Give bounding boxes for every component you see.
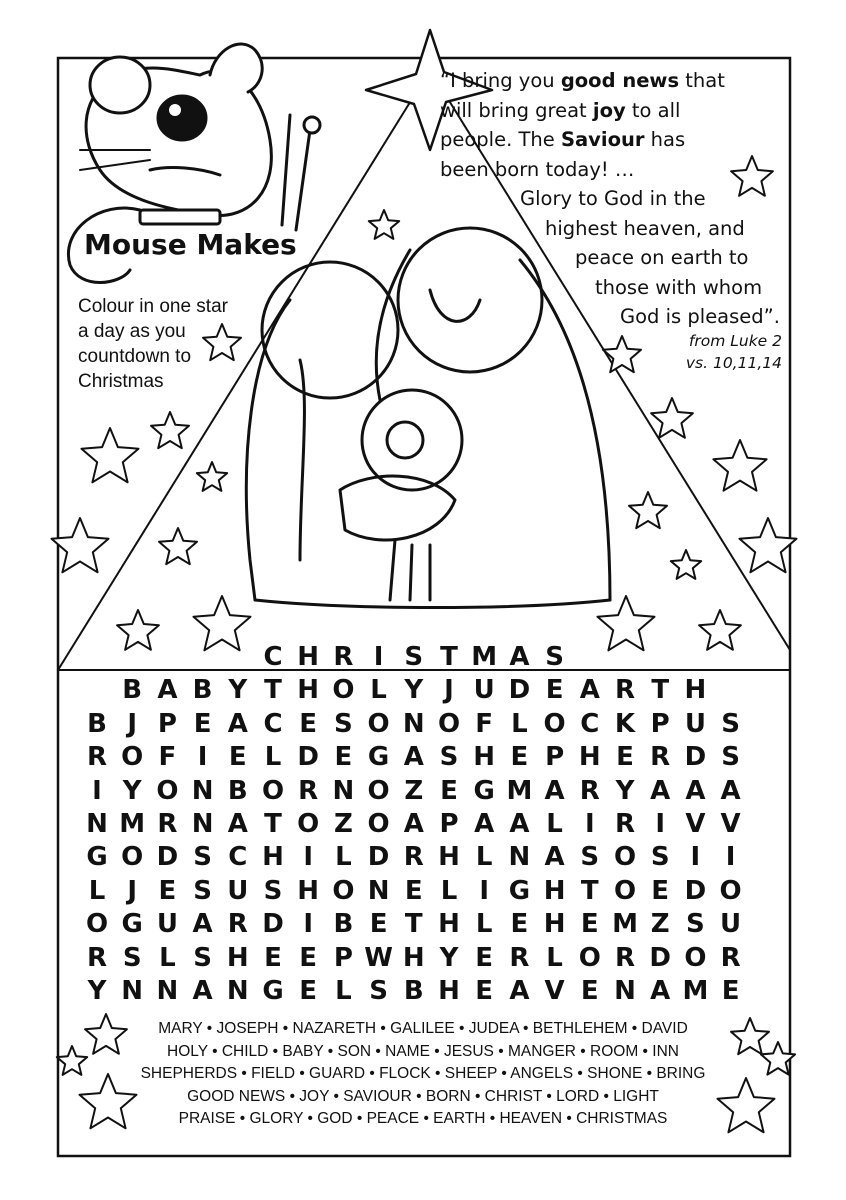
grid-letter[interactable]: E — [545, 675, 564, 706]
grid-letter[interactable]: L — [370, 675, 387, 706]
quote-text: God is pleased”. — [620, 305, 780, 328]
grid-letter[interactable]: H — [262, 842, 284, 873]
grid-letter[interactable]: R — [614, 809, 636, 839]
grid-letter[interactable]: G — [262, 976, 284, 1006]
countdown-instructions — [78, 294, 258, 394]
colour-star[interactable] — [197, 462, 227, 491]
grid-letter[interactable]: R — [650, 742, 671, 773]
grid-letter[interactable]: B — [87, 708, 107, 739]
grid-letter[interactable]: H — [684, 675, 707, 706]
grid-letter[interactable]: L — [264, 742, 282, 773]
quote-text: that — [679, 69, 725, 92]
word-list-line: HOLY • CHILD • BABY • SON • NAME • JESUS • MANGER • ROOM • INN — [167, 1042, 679, 1060]
grid-letter[interactable]: V — [720, 809, 741, 839]
quote-line — [440, 155, 780, 185]
grid-letter[interactable]: F — [158, 742, 177, 773]
grid-letter[interactable]: N — [191, 775, 214, 806]
scripture-quote — [440, 66, 780, 332]
grid-letter[interactable]: R — [614, 942, 636, 973]
grid-letter[interactable]: D — [367, 842, 390, 873]
grid-letter[interactable]: S — [122, 942, 142, 973]
grid-letter[interactable]: U — [227, 875, 249, 906]
grid-letter[interactable]: V — [685, 809, 706, 839]
quote-text: those with whom — [595, 275, 763, 299]
quote-text: peace on earth to — [575, 246, 749, 269]
grid-letter[interactable]: K — [614, 708, 636, 739]
grid-row — [0, 909, 846, 939]
grid-row — [0, 876, 846, 906]
grid-letter[interactable]: A — [403, 809, 424, 839]
colour-star[interactable] — [82, 428, 139, 482]
colour-star[interactable] — [369, 210, 399, 239]
grid-letter[interactable]: I — [197, 742, 208, 773]
grid-letter[interactable]: E — [299, 976, 318, 1006]
grid-letter[interactable]: H — [402, 942, 425, 973]
grid-letter[interactable]: S — [404, 642, 424, 672]
colour-star[interactable] — [629, 492, 667, 528]
grid-letter[interactable]: T — [404, 909, 423, 940]
grid-letter[interactable]: R — [403, 842, 424, 873]
grid-letter[interactable]: G — [86, 842, 108, 873]
grid-letter[interactable]: I — [373, 642, 384, 672]
colour-star[interactable] — [159, 528, 197, 564]
grid-letter[interactable]: C — [263, 708, 283, 739]
grid-letter[interactable]: O — [613, 875, 637, 906]
grid-letter[interactable]: L — [546, 809, 563, 839]
grid-row — [0, 642, 846, 672]
grid-letter[interactable]: Z — [333, 809, 353, 839]
grid-row — [0, 742, 846, 772]
quote-text: been born today! … — [440, 157, 635, 181]
grid-letter[interactable]: R — [86, 742, 108, 773]
grid-letter[interactable]: I — [655, 809, 666, 839]
grid-letter[interactable]: D — [649, 942, 671, 973]
grid-letter[interactable]: G — [121, 909, 143, 940]
grid-letter[interactable]: S — [193, 875, 212, 906]
grid-letter[interactable]: A — [509, 809, 530, 839]
scripture-reference — [600, 330, 782, 374]
word-list-line: PRAISE • GLORY • GOD • PEACE • EARTH • HEAVEN • CHRISTMAS — [178, 1110, 668, 1127]
grid-letter[interactable]: A — [544, 775, 565, 806]
grid-letter[interactable]: D — [508, 675, 531, 706]
grid-letter[interactable]: N — [121, 976, 144, 1006]
grid-letter[interactable]: G — [367, 742, 390, 773]
countdown-line: Christmas — [78, 371, 164, 392]
quote-line — [440, 273, 780, 303]
grid-letter[interactable]: L — [159, 942, 176, 973]
grid-letter[interactable]: S — [193, 842, 212, 873]
colour-star[interactable] — [651, 398, 693, 438]
grid-letter[interactable]: A — [192, 976, 213, 1006]
quote-text: people. The — [440, 128, 561, 151]
grid-letter[interactable]: D — [684, 875, 707, 906]
grid-letter[interactable]: O — [297, 809, 320, 839]
brand-logo-text: Mouse Makes — [84, 228, 297, 261]
grid-letter[interactable]: E — [369, 909, 388, 940]
quote-text: has — [644, 128, 686, 151]
quote-keyword: good news — [560, 69, 680, 92]
grid-letter[interactable]: F — [475, 708, 494, 739]
grid-letter[interactable]: S — [334, 708, 353, 739]
grid-letter[interactable]: L — [335, 842, 352, 873]
grid-letter[interactable]: B — [227, 775, 248, 806]
grid-letter[interactable]: H — [297, 675, 320, 706]
grid-letter[interactable]: T — [440, 642, 458, 672]
grid-letter[interactable]: M — [471, 642, 498, 672]
grid-letter[interactable]: I — [690, 842, 701, 873]
grid-letter[interactable]: Y — [122, 775, 142, 806]
word-list-line: SHEPHERDS • FIELD • GUARD • FLOCK • SHEEP • ANGELS • SHONE • BRING — [140, 1065, 706, 1082]
grid-letter[interactable]: O — [85, 909, 109, 940]
grid-letter[interactable]: T — [264, 675, 282, 706]
grid-letter[interactable]: N — [226, 976, 249, 1006]
grid-letter[interactable]: A — [509, 976, 530, 1006]
grid-letter[interactable]: R — [614, 675, 636, 706]
grid-letter[interactable]: E — [475, 942, 494, 973]
grid-letter[interactable]: U — [156, 909, 178, 940]
grid-letter[interactable]: N — [614, 976, 636, 1006]
grid-letter[interactable]: W — [364, 942, 393, 973]
grid-letter[interactable]: S — [721, 742, 740, 773]
grid-letter[interactable]: Z — [404, 775, 424, 806]
quote-line — [440, 96, 780, 126]
grid-letter[interactable]: S — [721, 708, 740, 739]
grid-row — [0, 976, 846, 1006]
quote-text: will bring great — [440, 98, 593, 122]
grid-letter[interactable]: N — [86, 809, 108, 839]
grid-letter[interactable]: S — [580, 842, 600, 873]
grid-letter[interactable]: L — [475, 909, 493, 940]
grid-letter[interactable]: E — [228, 742, 247, 773]
grid-letter[interactable]: H — [438, 842, 460, 873]
grid-row — [0, 842, 846, 872]
grid-letter[interactable]: Y — [404, 675, 424, 706]
grid-letter[interactable]: I — [725, 842, 736, 873]
grid-letter[interactable]: A — [227, 809, 248, 839]
grid-letter[interactable]: O — [121, 742, 144, 773]
grid-letter[interactable]: A — [403, 742, 424, 773]
grid-row — [0, 709, 846, 739]
grid-letter[interactable]: R — [579, 775, 600, 806]
grid-letter[interactable]: E — [264, 942, 282, 973]
grid-letter[interactable]: E — [510, 909, 529, 940]
grid-row — [0, 943, 846, 973]
reference-verses: vs. 10,11,14 — [685, 354, 782, 372]
grid-letter[interactable]: J — [127, 875, 138, 906]
grid-letter[interactable]: A — [544, 842, 565, 873]
grid-letter[interactable]: O — [367, 708, 390, 739]
grid-letter[interactable]: H — [543, 875, 566, 906]
grid-letter[interactable]: P — [650, 708, 670, 739]
quote-text: highest heaven, and — [545, 216, 745, 240]
quote-line — [440, 184, 780, 214]
grid-letter[interactable]: G — [508, 875, 531, 906]
grid-letter[interactable]: E — [193, 708, 212, 739]
grid-letter[interactable]: A — [227, 708, 248, 739]
quote-keyword: Saviour — [560, 128, 645, 151]
grid-letter[interactable]: L — [511, 708, 528, 739]
grid-letter[interactable]: P — [157, 708, 177, 739]
reference-book: from Luke 2 — [688, 332, 782, 350]
grid-letter[interactable]: S — [263, 875, 283, 906]
grid-letter[interactable]: E — [158, 875, 177, 906]
grid-letter[interactable]: H — [438, 909, 460, 940]
grid-letter[interactable]: O — [367, 809, 390, 839]
quote-line — [440, 125, 780, 155]
grid-letter[interactable]: A — [474, 809, 495, 839]
grid-letter[interactable]: R — [157, 809, 178, 839]
grid-letter[interactable]: J — [127, 708, 138, 739]
word-list-line: MARY • JOSEPH • NAZARETH • GALILEE • JUDEA • BETHLEHEM • DAVID — [158, 1020, 688, 1037]
grid-letter[interactable]: D — [262, 909, 284, 940]
colour-star[interactable] — [713, 440, 766, 491]
grid-letter[interactable]: P — [545, 742, 565, 773]
grid-letter[interactable]: L — [475, 842, 493, 873]
grid-letter[interactable]: S — [439, 742, 459, 773]
grid-letter[interactable]: G — [473, 775, 495, 806]
grid-letter[interactable]: U — [684, 708, 706, 739]
grid-letter[interactable]: B — [403, 976, 424, 1006]
grid-letter[interactable]: R — [86, 942, 108, 973]
grid-row — [0, 675, 846, 705]
grid-letter[interactable]: T — [651, 675, 670, 706]
grid-letter[interactable]: E — [475, 976, 494, 1006]
grid-letter[interactable]: I — [479, 875, 490, 906]
quote-line — [440, 66, 780, 96]
grid-letter[interactable]: O — [261, 775, 285, 806]
grid-letter[interactable]: I — [92, 775, 102, 806]
grid-letter[interactable]: R — [333, 642, 354, 672]
grid-letter[interactable]: S — [650, 842, 670, 873]
grid-letter[interactable]: Y — [615, 775, 635, 806]
grid-letter[interactable]: D — [297, 742, 319, 773]
colour-star[interactable] — [52, 518, 109, 572]
grid-letter[interactable]: Y — [87, 976, 107, 1006]
grid-letter[interactable]: M — [612, 909, 638, 940]
colour-star[interactable] — [740, 518, 797, 572]
grid-letter[interactable]: H — [543, 909, 566, 940]
grid-letter[interactable]: A — [685, 775, 706, 806]
grid-letter[interactable]: U — [473, 675, 495, 706]
colour-star[interactable] — [731, 1018, 769, 1054]
grid-letter[interactable]: T — [264, 809, 282, 839]
grid-letter[interactable]: B — [333, 909, 354, 940]
grid-row — [0, 776, 846, 806]
grid-letter[interactable]: O — [367, 775, 390, 806]
grid-letter[interactable]: Y — [439, 942, 459, 973]
quote-line — [440, 302, 780, 332]
grid-letter[interactable]: E — [299, 708, 318, 739]
grid-letter[interactable]: P — [333, 942, 353, 973]
grid-letter[interactable]: H — [226, 942, 249, 973]
grid-letter[interactable]: E — [580, 909, 599, 940]
grid-letter[interactable]: T — [580, 875, 599, 906]
word-list — [110, 1018, 736, 1131]
grid-letter[interactable]: O — [332, 875, 355, 906]
grid-letter[interactable]: P — [439, 809, 459, 839]
grid-letter[interactable]: A — [157, 675, 178, 706]
grid-letter[interactable]: N — [156, 976, 179, 1006]
grid-letter[interactable]: B — [192, 675, 213, 706]
grid-letter[interactable]: O — [543, 708, 566, 739]
grid-letter[interactable]: M — [119, 809, 146, 839]
grid-letter[interactable]: E — [651, 875, 670, 906]
grid-letter[interactable]: R — [298, 775, 319, 806]
grid-letter[interactable]: O — [437, 708, 461, 739]
grid-letter[interactable]: H — [438, 976, 460, 1006]
grid-letter[interactable]: R — [720, 942, 741, 973]
grid-letter[interactable]: C — [580, 708, 600, 739]
quote-text: “I bring you — [440, 69, 561, 92]
colour-star[interactable] — [57, 1046, 87, 1075]
grid-letter[interactable]: B — [122, 675, 143, 706]
grid-letter[interactable]: O — [684, 942, 707, 973]
grid-letter[interactable]: S — [369, 976, 388, 1006]
grid-letter[interactable]: H — [473, 742, 496, 773]
grid-letter[interactable]: H — [297, 875, 320, 906]
grid-letter[interactable]: N — [367, 875, 390, 906]
grid-letter[interactable]: O — [121, 842, 144, 873]
grid-letter[interactable]: Z — [650, 909, 670, 940]
grid-letter[interactable]: D — [684, 742, 707, 773]
grid-letter[interactable]: E — [404, 875, 423, 906]
grid-letter[interactable]: D — [156, 842, 179, 873]
grid-letter[interactable]: O — [578, 942, 601, 973]
quote-line — [440, 214, 780, 244]
countdown-line: Colour in one star — [78, 296, 228, 317]
grid-letter[interactable]: J — [444, 675, 454, 706]
grid-letter[interactable]: S — [686, 909, 705, 940]
grid-letter[interactable]: R — [227, 909, 248, 940]
grid-letter[interactable]: S — [193, 942, 212, 973]
colour-star[interactable] — [151, 412, 189, 448]
grid-letter[interactable]: A — [509, 642, 530, 672]
grid-row — [0, 809, 846, 839]
grid-letter[interactable]: V — [544, 976, 565, 1006]
quote-keyword: joy — [592, 98, 626, 122]
grid-letter[interactable]: H — [297, 642, 320, 672]
countdown-line: countdown to — [78, 346, 192, 367]
colour-star[interactable] — [671, 550, 701, 579]
grid-letter[interactable]: A — [650, 775, 671, 806]
grid-letter[interactable]: M — [506, 775, 533, 806]
quote-line — [440, 243, 780, 273]
grid-letter[interactable]: E — [721, 976, 740, 1006]
grid-letter[interactable]: I — [584, 809, 595, 839]
quote-text: Glory to God in the — [520, 187, 706, 210]
grid-letter[interactable]: E — [580, 976, 599, 1006]
grid-letter[interactable]: U — [720, 909, 742, 940]
grid-letter[interactable]: I — [303, 842, 314, 873]
grid-letter[interactable]: N — [332, 775, 355, 806]
grid-letter[interactable]: A — [192, 909, 213, 940]
grid-letter[interactable]: C — [228, 842, 248, 873]
grid-letter[interactable]: E — [334, 742, 353, 773]
grid-letter[interactable]: L — [546, 942, 563, 973]
grid-letter[interactable]: N — [191, 809, 214, 839]
grid-letter[interactable]: L — [440, 875, 458, 906]
word-list-line: GOOD NEWS • JOY • SAVIOUR • BORN • CHRIST • LORD • LIGHT — [187, 1087, 659, 1105]
grid-letter[interactable]: N — [508, 842, 531, 873]
grid-letter[interactable]: M — [682, 976, 709, 1006]
grid-letter[interactable]: R — [509, 942, 530, 973]
grid-letter[interactable]: O — [613, 842, 637, 873]
grid-letter[interactable]: N — [402, 708, 425, 739]
grid-letter[interactable]: L — [335, 976, 352, 1006]
grid-letter[interactable]: A — [650, 976, 671, 1006]
grid-letter[interactable]: A — [720, 775, 741, 806]
countdown-line: a day as you — [78, 321, 186, 342]
grid-letter[interactable]: E — [616, 742, 634, 773]
grid-letter[interactable]: L — [88, 875, 106, 906]
grid-letter[interactable]: I — [303, 909, 314, 940]
grid-letter[interactable]: H — [578, 742, 601, 773]
grid-letter[interactable]: S — [545, 642, 564, 672]
grid-letter[interactable]: Y — [228, 675, 248, 706]
grid-letter[interactable]: O — [156, 775, 179, 806]
grid-letter[interactable]: A — [579, 675, 600, 706]
grid-letter[interactable]: E — [299, 942, 318, 973]
grid-letter[interactable]: E — [440, 775, 458, 806]
grid-letter[interactable]: C — [263, 642, 283, 672]
grid-letter[interactable]: E — [510, 742, 529, 773]
grid-letter[interactable]: O — [719, 875, 742, 906]
quote-text: to all — [625, 98, 681, 122]
grid-letter[interactable]: O — [332, 675, 355, 706]
